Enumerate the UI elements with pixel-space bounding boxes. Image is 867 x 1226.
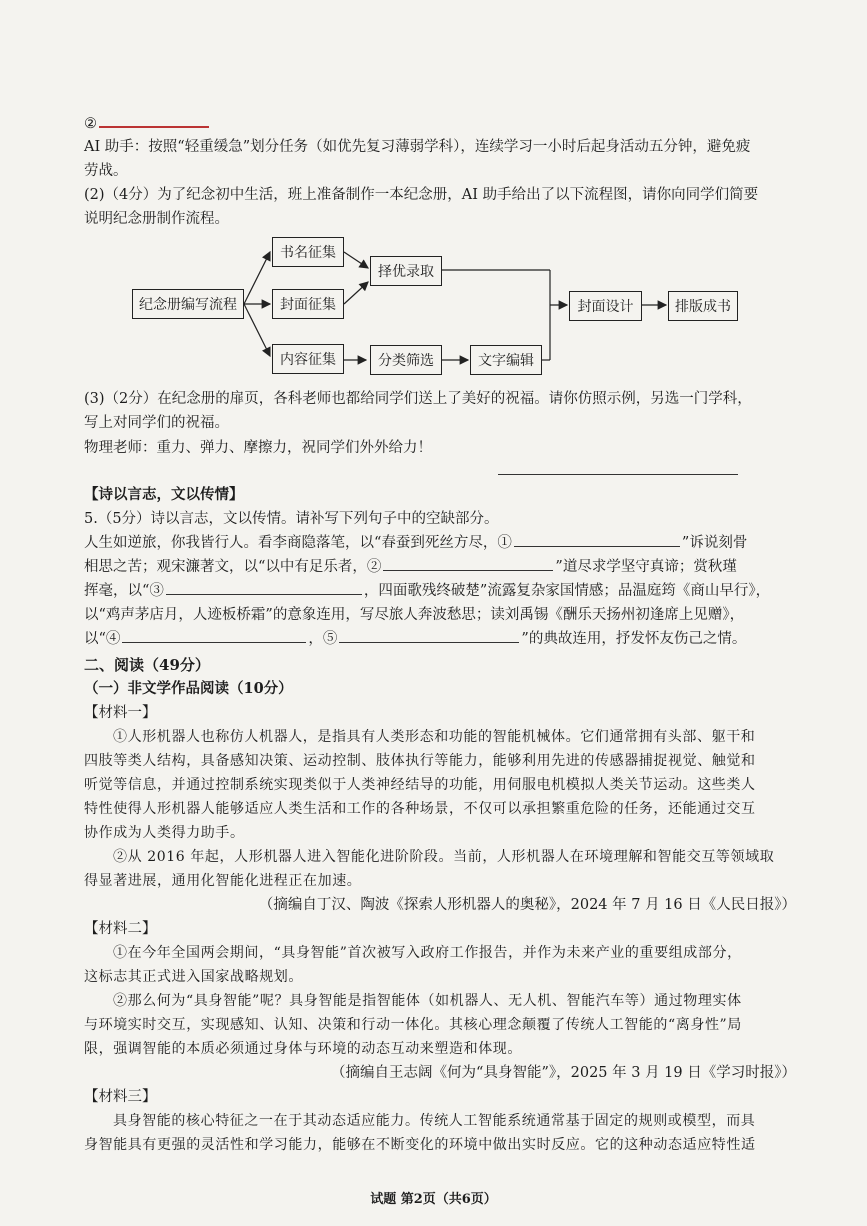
m1-p1-line4: 特性使得人形机器人能够适应人类生活和工作的各种场景，不仅可以承担繁重危险的任务，还能通过交互 (84, 801, 756, 817)
material3-title: 【材料三】 (84, 1089, 157, 1105)
m2-p1-line2: 这标志其正式进入国家战略规划。 (84, 969, 303, 985)
m2-p2-line3: 限，强调智能的本质必须通过身体与环境的动态互动来塑造和体现。 (84, 1041, 522, 1057)
m2-p2-line1: ②那么何为“具身智能”呢？具身智能是指智能体（如机器人、无人机、智能汽车等）通过物理实体 (113, 993, 742, 1009)
m3-p1-line2: 身智能具有更强的灵活性和学习能力，能够在不断变化的环境中做出实时反应。它的这种动态适应特性适 (84, 1137, 756, 1153)
flow-content-box: 内容征集 (272, 344, 344, 374)
q3-answer-line[interactable] (498, 474, 738, 475)
q5-line1: 5.（5分）诗以言志，文以传情。请补写下列句子中的空缺部分。 (84, 511, 499, 527)
m1-p1-line1: ①人形机器人也称仿人机器人，是指具有人类形态和功能的智能机械体。它们通常拥有头部、躯干和 (113, 729, 756, 745)
q5-line5: 以“鸡声茅店月，人迹板桥霜”的意象连用，写尽旅人奔波愁思；读刘禹锡《酬乐天扬州初逢席上见赠》， (84, 607, 745, 623)
ai-answer-line1: AI 助手：按照“轻重缓急”划分任务（如优先复习薄弱学科），连续学习一小时后起身活动五分钟，避免疲 (84, 139, 751, 155)
m2-p1-line1: ①在今年全国两会期间，“具身智能”首次被写入政府工作报告，并作为未来产业的重要组成部分， (113, 945, 742, 961)
m1-source: （摘编自丁汉、陶波《探索人形机器人的奥秘》，2024 年 7 月 16 日《人民日报》） (258, 897, 796, 913)
m1-p1-line3: 听觉等信息，并通过控制系统实现类似于人类神经结导的功能，用伺服电机模拟人类关节运动。这些类人 (84, 777, 756, 793)
flow-classify-box: 分类筛选 (370, 345, 442, 375)
part2-title: 二、阅读（49分） (84, 656, 210, 674)
q3-line1: (3)（2分）在纪念册的扉页，各科老师也都给同学们送上了美好的祝福。请你仿照示例，另选一门学科， (84, 391, 752, 407)
q3-example-cut: 物理老师：重力、弹力、摩擦力，祝同学们外外给力！ (84, 440, 432, 456)
ai-answer-line2: 劳战。 (84, 163, 128, 179)
flow-select-box: 择优录取 (370, 256, 442, 286)
answer-number: ② (84, 116, 97, 132)
flow-cover-collect-box: 封面征集 (272, 289, 344, 319)
q5-line6: 以“④ ，⑤ ”的典故连用，抒发怀友伤己之情。 (84, 628, 796, 650)
material1-title: 【材料一】 (84, 705, 157, 721)
q3-line2: 写上对同学们的祝福。 (84, 415, 229, 431)
q5-line4: 挥毫，以“③ ，四面歌残终破楚”流露复杂家国情感；品温庭筠《商山早行》， (84, 580, 796, 602)
m3-p1-line1: 具身智能的核心特征之一在于其动态适应能力。传统人工智能系统通常基于固定的规则或模型，而具 (113, 1113, 756, 1129)
blank-5[interactable] (339, 628, 519, 643)
m2-source: （摘编自王志阔《何为“具身智能”》，2025 年 3 月 19 日《学习时报》） (331, 1065, 796, 1081)
m1-p1-line5: 协作成为人类得力助手。 (84, 825, 245, 841)
flow-cover-design-box: 封面设计 (569, 291, 642, 321)
part2-1-title: （一）非文学作品阅读（10分） (84, 680, 293, 697)
q5-line3: 相思之苦；观宋濂著文，以“以中有足乐者，② ”道尽求学坚守真谛；赏秋瑾 (84, 556, 796, 578)
flow-name-box: 书名征集 (272, 237, 344, 267)
blank-3[interactable] (166, 580, 362, 595)
q2-line2: 说明纪念册制作流程。 (84, 211, 229, 227)
m1-p1-line2: 四肢等类人结构，具备感知决策、运动控制、肢体执行等能力，能够利用先进的传感器捕捉视觉、触觉和 (84, 753, 756, 769)
m1-p2-line2: 得显著进展，通用化智能化进程正在加速。 (84, 873, 362, 889)
section-title: 【诗以言志，文以传情】 (84, 486, 244, 503)
flow-edit-box: 文字编辑 (470, 345, 542, 375)
flow-typeset-box: 排版成书 (668, 291, 738, 321)
page-footer: 试题 第2页（共6页） (370, 1192, 497, 1207)
m1-p2-line1: ②从 2016 年起，人形机器人进入智能化进阶阶段。当前，人形机器人在环境理解和智能交互等领域取 (113, 849, 775, 865)
blank-1[interactable] (514, 532, 680, 547)
blank-4[interactable] (122, 628, 306, 643)
q2-line1: (2)（4分）为了纪念初中生活，班上准备制作一本纪念册，AI 助手给出了以下流程图，请你向同学们简要 (84, 187, 759, 203)
q5-line2: 人生如逆旅，你我皆行人。看李商隐落笔，以“春蚕到死丝方尽，① ”诉说刻骨 (84, 532, 796, 554)
flow-start-box: 纪念册编写流程 (132, 289, 244, 319)
material2-title: 【材料二】 (84, 921, 157, 937)
blank-2[interactable] (383, 556, 553, 571)
m2-p2-line2: 与环境实时交互，实现感知、认知、决策和行动一体化。其核心理念颠覆了传统人工智能的“离身性”局 (84, 1017, 742, 1033)
flowchart-arrows (0, 0, 867, 400)
